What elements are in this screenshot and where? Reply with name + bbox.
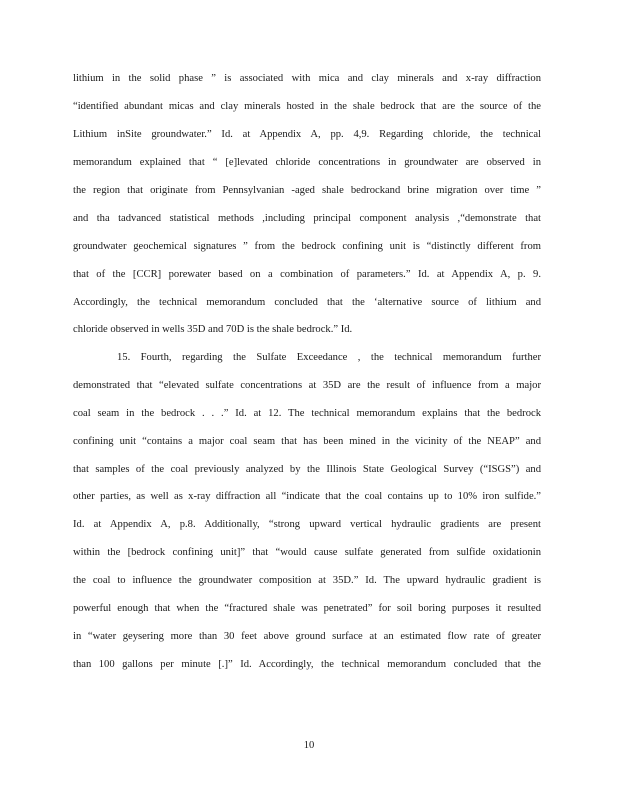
text-line: memorandum explained that “ [e]levated chloride concentrations in groundwater are observed in xyxy=(73,157,541,168)
text-line: lithium in the solid phase ” is associated with mica and clay minerals and x-ray diffraction xyxy=(73,73,541,84)
text-line: that of the [CCR] porewater based on a combination of parameters.” Id. at Appendix A, p. 9. xyxy=(73,269,541,280)
text-line: Accordingly, the technical memorandum concluded that the ‘alternative source of lithium and xyxy=(73,297,541,308)
text-line: that samples of the coal previously analyzed by the Illinois State Geological Survey (“ISGS”) and xyxy=(73,464,541,475)
text-line: the region that originate from Pennsylvanian -aged shale bedrockand brine migration over time ” xyxy=(73,185,541,196)
paragraph-start-line: 15. Fourth, regarding the Sulfate Exceedance , the technical memorandum further xyxy=(117,352,541,363)
text-line: Id. at Appendix A, p.8. Additionally, “strong upward vertical hydraulic gradients are present xyxy=(73,519,541,530)
text-line: in “water geysering more than 30 feet above ground surface at an estimated flow rate of greater xyxy=(73,631,541,642)
text-line: than 100 gallons per minute [.]” Id. Accordingly, the technical memorandum concluded that the xyxy=(73,659,541,670)
text-line: Lithium inSite groundwater.” Id. at Appendix A, pp. 4,9. Regarding chloride, the technical xyxy=(73,129,541,140)
text-line: within the [bedrock confining unit]” that “would cause sulfate generated from sulfide oxidationin xyxy=(73,547,541,558)
text-line: chloride observed in wells 35D and 70D is the shale bedrock.” Id. xyxy=(73,324,353,335)
text-line: other parties, as well as x-ray diffraction all “indicate that the coal contains up to 10% iron sulfide.” xyxy=(73,491,541,502)
text-line: and tha tadvanced statistical methods ,including principal component analysis ,“demonstrate that xyxy=(73,213,541,224)
page-number: 10 xyxy=(303,740,315,751)
text-line: demonstrated that “elevated sulfate concentrations at 35D are the result of influence from a major xyxy=(73,380,541,391)
text-line: confining unit “contains a major coal seam that has been mined in the vicinity of the NEAP” and xyxy=(73,436,541,447)
text-line: groundwater geochemical signatures ” from the bedrock confining unit is “distinctly different from xyxy=(73,241,541,252)
text-line: the coal to influence the groundwater composition at 35D.” Id. The upward hydraulic gradient is xyxy=(73,575,541,586)
text-line: powerful enough that when the “fractured shale was penetrated” for soil boring purposes it resulted xyxy=(73,603,541,614)
text-line: “identified abundant micas and clay minerals hosted in the shale bedrock that are the source of the xyxy=(73,101,541,112)
text-line: coal seam in the bedrock . . .” Id. at 12. The technical memorandum explains that the bedrock xyxy=(73,408,541,419)
